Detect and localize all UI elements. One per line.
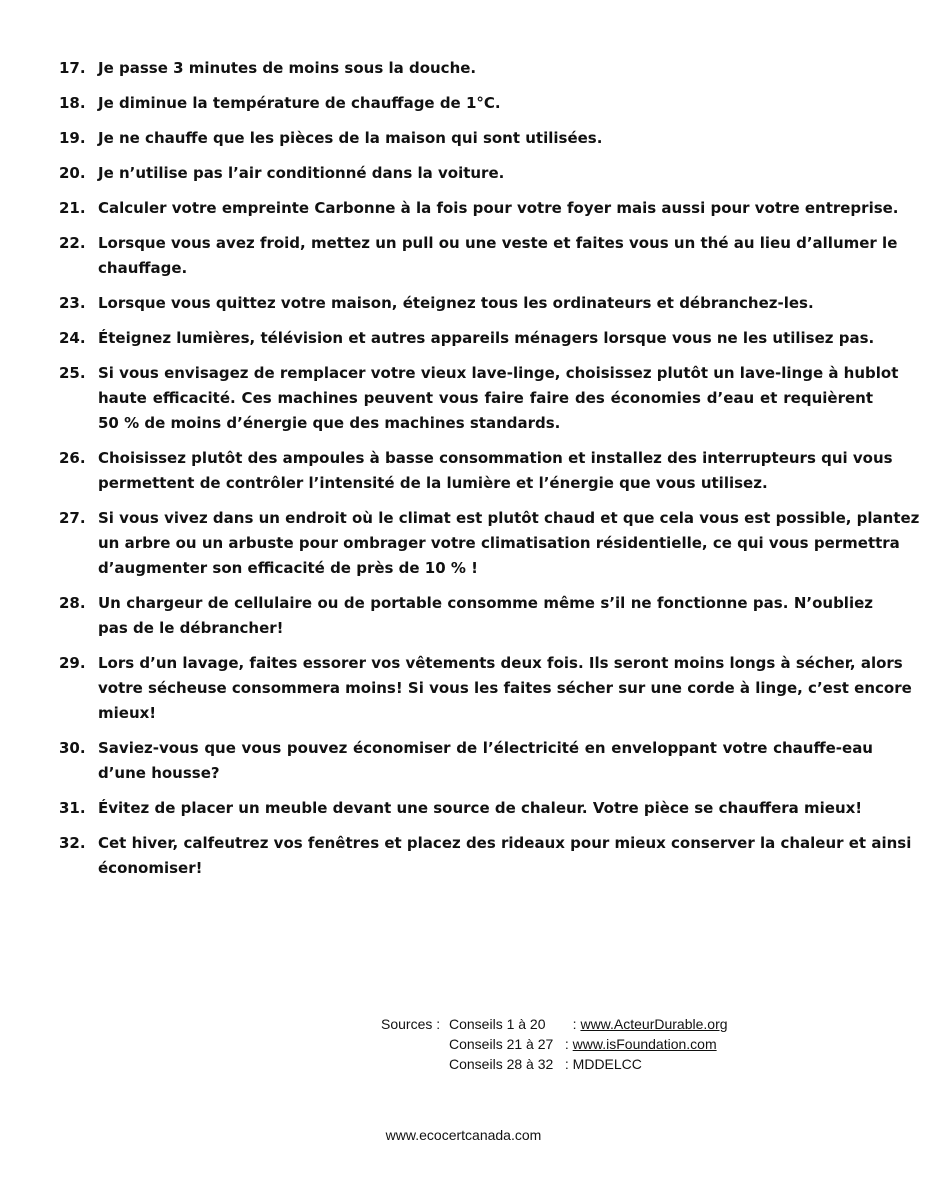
source-row [381,1014,728,1034]
tip-text-line: Je passe 3 minutes de moins sous la douche. [98,59,477,77]
tip-text-line: Cet hiver, calfeutrez vos fenêtres et placez des rideaux pour mieux conserver la chaleur et ainsi [98,834,912,852]
footer-url[interactable]: www.ecocertcanada.com [385,1127,542,1143]
tip-text [98,161,873,186]
tip-number: 25. [59,364,86,382]
tip-text-line: Lors d’un lavage, faites essorer vos vêtements deux fois. Ils seront moins longs à sécher, alors [98,654,903,672]
tip-item [0,506,927,581]
tip-text-line: Je ne chauffe que les pièces de la maison qui sont utilisées. [98,129,603,147]
sources-label [381,1034,449,1054]
tip-text-line: Éteignez lumières, télévision et autres appareils ménagers lorsque vous ne les utilisez pas. [98,329,875,347]
tips-list [0,56,927,891]
tip-number: 20. [59,164,86,182]
source-range: Conseils 1 à 20 [449,1016,546,1032]
tip-text [98,126,873,151]
source-row [381,1034,728,1054]
tip-item [0,446,927,496]
tip-text-line: Je n’utilise pas l’air conditionné dans la voiture. [98,164,505,182]
tip-text [98,831,912,881]
tip-item [0,91,927,116]
tip-text-line: Choisissez plutôt des ampoules à basse consommation et installez des interrupteurs qui vous [98,449,893,467]
tip-number: 22. [59,234,86,252]
tip-text-line: votre sécheuse consommera moins! Si vous les faites sécher sur une corde à linge, c’est encore [98,679,912,697]
tip-text-line: Un chargeur de cellulaire ou de portable consomme même s’il ne fonctionne pas. N’oubliez [98,594,873,612]
tip-item [0,796,927,821]
tip-item [0,231,927,281]
source-value: MDDELCC [572,1056,642,1072]
tip-item [0,591,927,641]
tip-text [98,361,899,436]
tip-text [98,796,873,821]
tip-text-line: Saviez-vous que vous pouvez économiser de l’électricité en enveloppant votre chauffe-eau [98,739,873,757]
tip-text-line: Évitez de placer un meuble devant une source de chaleur. Votre pièce se chauffera mieux! [98,799,863,817]
tip-text-line: 50 % de moins d’énergie que des machines standards. [98,414,561,432]
tip-number: 26. [59,449,86,467]
tip-item [0,161,927,186]
tip-text [98,196,899,221]
tip-text [98,506,920,581]
source-separator: : [561,1016,581,1032]
tip-text [98,591,873,641]
tip-text-line: pas de le débrancher! [98,619,284,637]
tip-item [0,291,927,316]
tip-text-line: chauffage. [98,259,188,277]
tip-item [0,326,927,351]
tip-text [98,326,873,351]
tip-item [0,56,927,81]
tip-item [0,196,927,221]
tip-text-line: Je diminue la température de chauffage de 1°C. [98,94,501,112]
tip-number: 17. [59,59,86,77]
tip-number: 19. [59,129,86,147]
tip-number: 23. [59,294,86,312]
tip-number: 29. [59,654,86,672]
tip-text-line: d’augmenter son efficacité de près de 10 % ! [98,559,478,577]
source-separator: : [561,1036,573,1052]
source-link[interactable]: www.isFoundation.com [572,1036,717,1052]
tip-text-line: d’une housse? [98,764,220,782]
tip-number: 21. [59,199,86,217]
tip-number: 30. [59,739,86,757]
source-range: Conseils 28 à 32 [449,1056,554,1072]
tip-number: 32. [59,834,86,852]
tip-text-line: mieux! [98,704,157,722]
sources-block [381,1014,728,1074]
tip-text-line: Si vous envisagez de remplacer votre vieux lave-linge, choisissez plutôt un lave-linge à hublot [98,364,899,382]
tip-text-line: un arbre ou un arbuste pour ombrager votre climatisation résidentielle, ce qui vous permettra [98,534,900,552]
tip-number: 24. [59,329,86,347]
tip-text-line: haute efficacité. Ces machines peuvent vous faire faire des économies d’eau et requièrent [98,389,873,407]
tip-text-line: Lorsque vous avez froid, mettez un pull ou une veste et faites vous un thé au lieu d’allumer le [98,234,898,252]
tip-text-line: économiser! [98,859,203,877]
source-link[interactable]: www.ActeurDurable.org [580,1016,728,1032]
tip-item [0,361,927,436]
source-range: Conseils 21 à 27 [449,1036,554,1052]
tip-text-line: Lorsque vous quittez votre maison, éteignez tous les ordinateurs et débranchez-les. [98,294,814,312]
tip-text [98,56,873,81]
tip-text [98,291,873,316]
tip-number: 27. [59,509,86,527]
source-separator: : [561,1056,573,1072]
source-row [381,1054,728,1074]
tip-number: 31. [59,799,86,817]
tip-text [98,231,898,281]
sources-label [381,1054,449,1074]
tip-text-line: Calculer votre empreinte Carbonne à la fois pour votre foyer mais aussi pour votre entreprise. [98,199,899,217]
tip-text [98,736,873,786]
tip-text [98,91,873,116]
tip-item [0,651,927,726]
tip-text-line: Si vous vivez dans un endroit où le climat est plutôt chaud et que cela vous est possible, plantez [98,509,920,527]
tip-text-line: permettent de contrôler l’intensité de la lumière et l’énergie que vous utilisez. [98,474,768,492]
tip-text [98,651,912,726]
tip-item [0,831,927,881]
tip-number: 28. [59,594,86,612]
tip-text [98,446,893,496]
tip-item [0,126,927,151]
tip-item [0,736,927,786]
sources-label: Sources : [381,1016,441,1032]
tip-number: 18. [59,94,86,112]
